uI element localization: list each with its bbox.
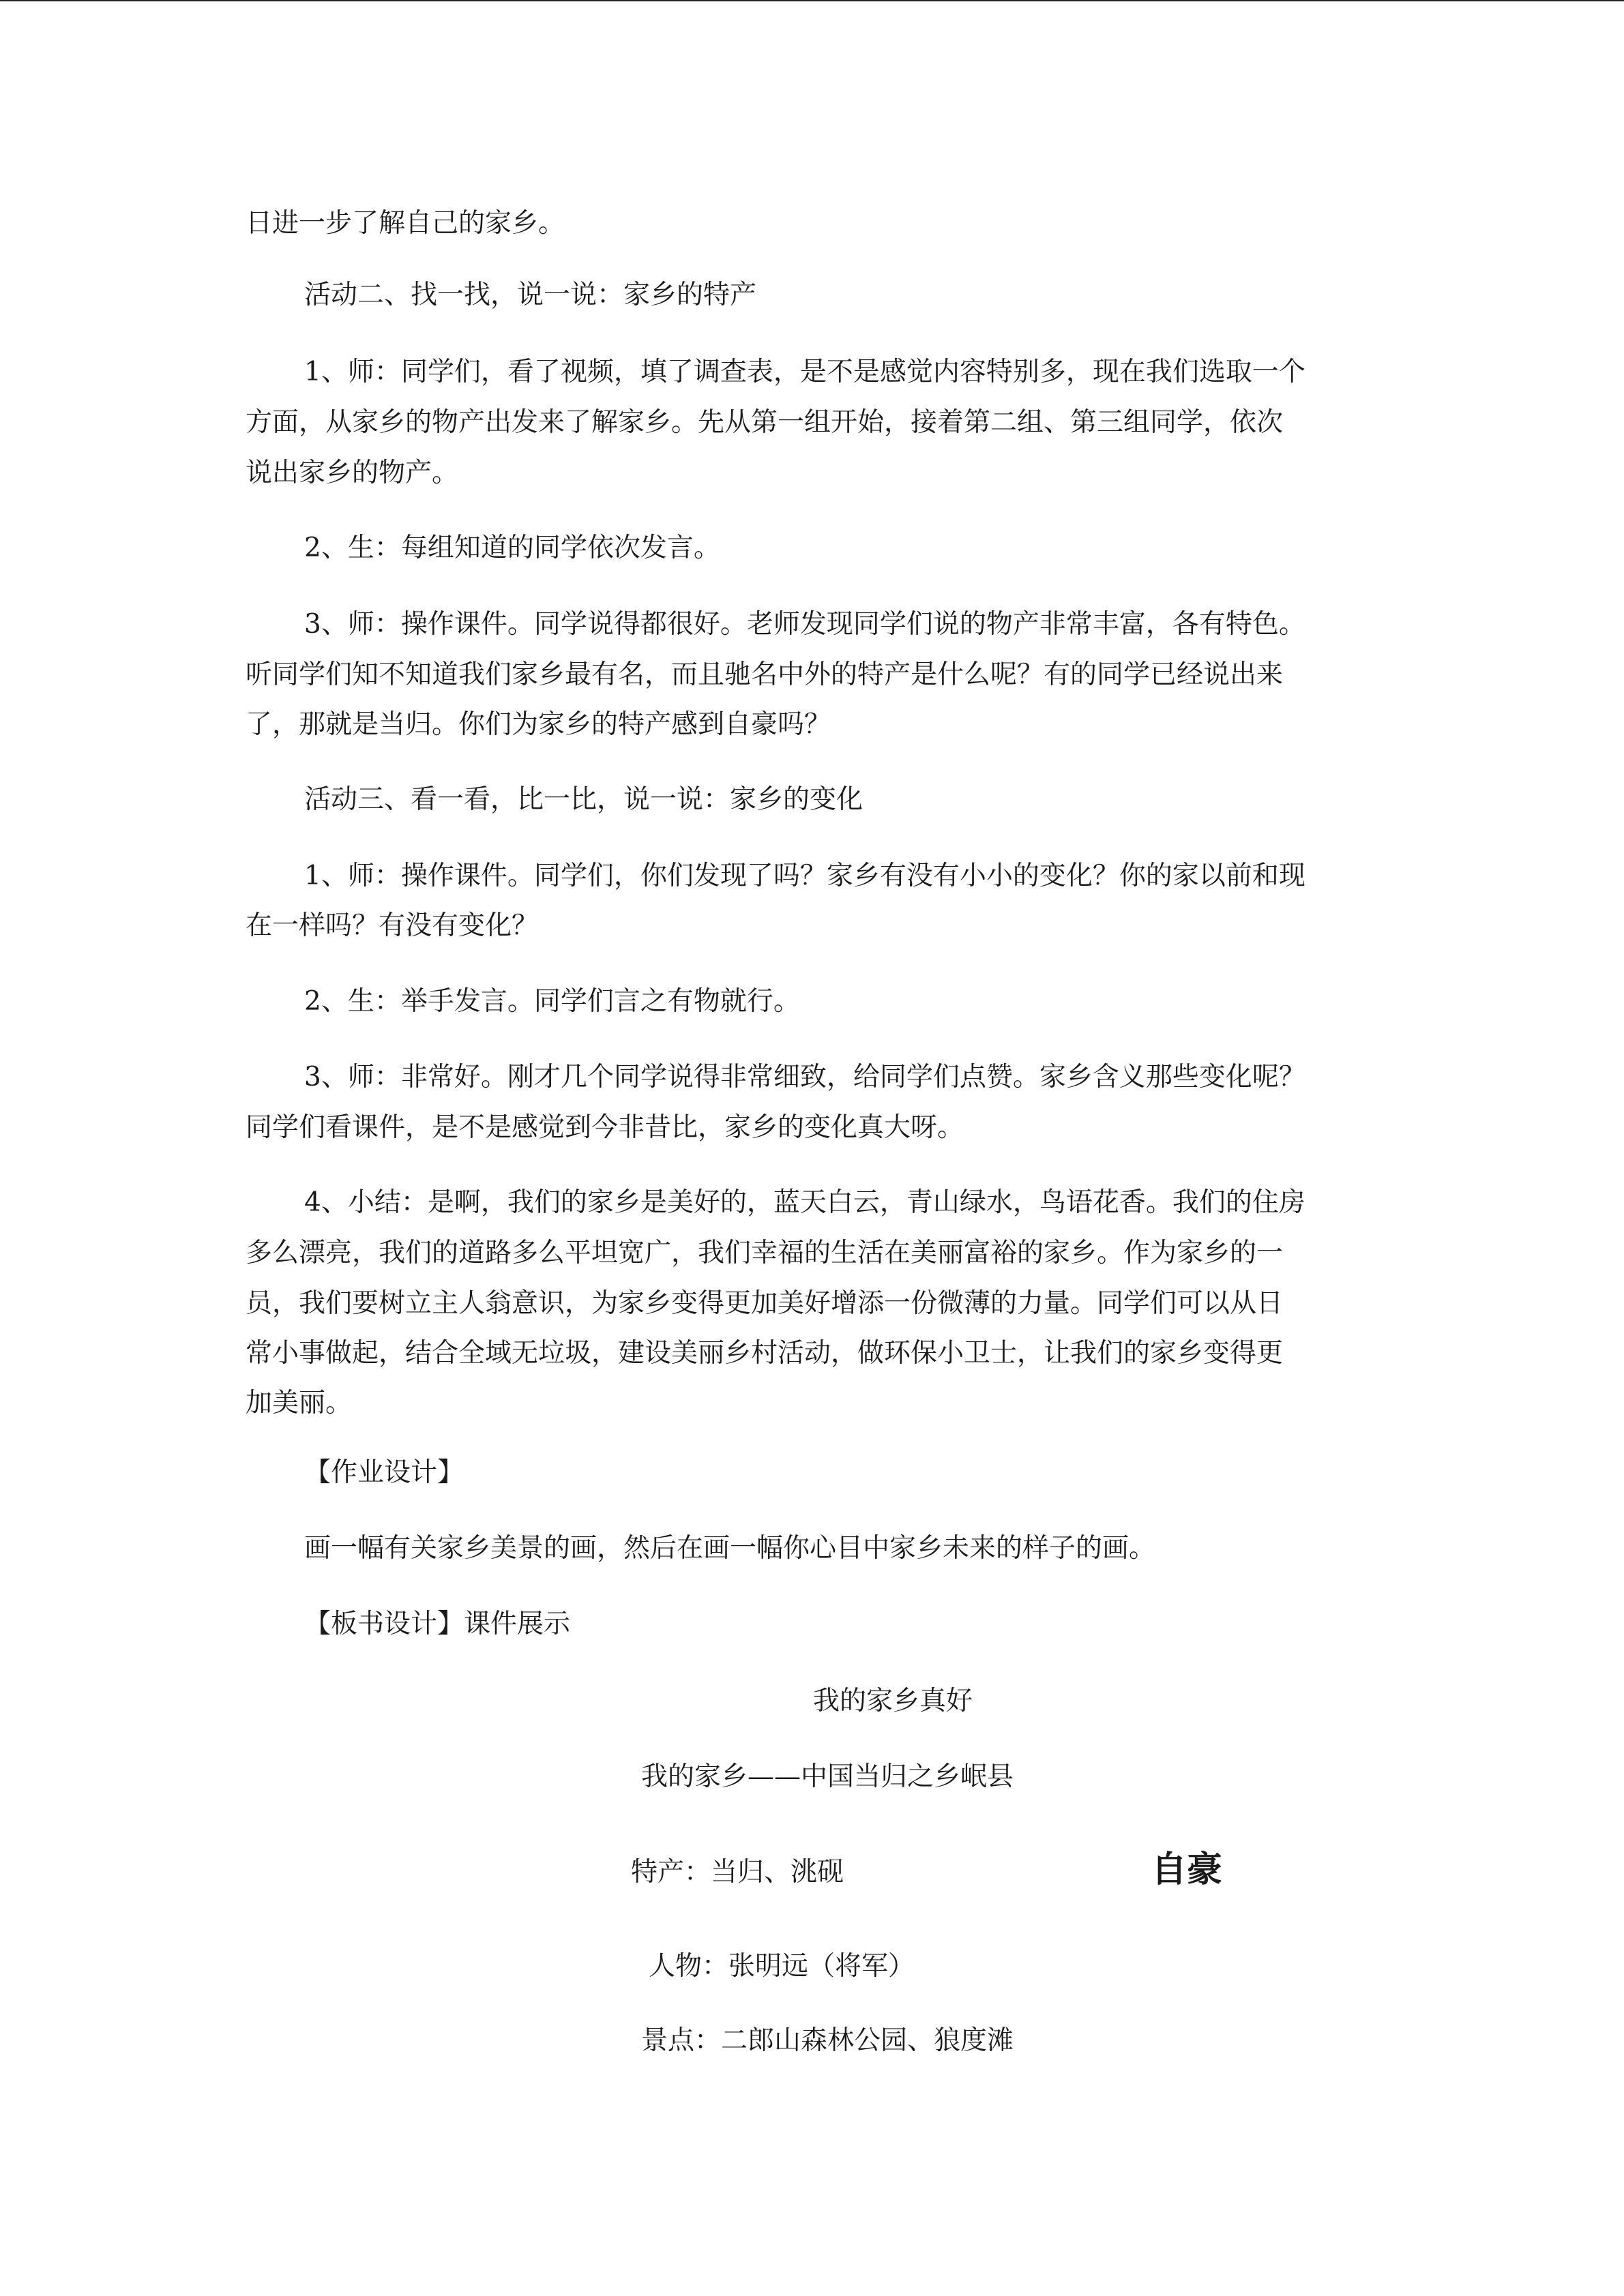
text-line: 说出家乡的物产。 [246,458,459,488]
board-person: 人物：张明远（将军） [649,1951,915,1982]
text-line: 3、师：操作课件。同学说得都很好。老师发现同学们说的物产非常丰富，各有特色。 [304,609,1305,640]
text-line: 4、小结：是啊，我们的家乡是美好的，蓝天白云，青山绿水，鸟语花香。我们的住房 [304,1187,1305,1218]
text-line: 1、师：同学们，看了视频，填了调查表，是不是感觉内容特别多，现在我们选取一个 [304,357,1305,387]
text-line: 听同学们知不知道我们家乡最有名，而且驰名中外的特产是什么呢？有的同学已经说出来 [246,659,1284,690]
board-title: 我的家乡真好 [813,1686,973,1716]
board-subtitle: 我的家乡——中国当归之乡岷县 [641,1761,1014,1792]
board-scenery: 景点：二郎山森林公园、狼度滩 [641,2025,1014,2056]
section-heading-homework: 【作业设计】 [304,1457,464,1488]
text-line: 了，那就是当归。你们为家乡的特产感到自豪吗？ [246,709,831,740]
board-specialty: 特产：当归、洮砚 [631,1857,844,1888]
board-pride: 自豪 [1151,1849,1223,1890]
text-line: 日进一步了解自己的家乡。 [246,208,565,239]
text-line: 2、生：举手发言。同学们言之有物就行。 [304,986,800,1017]
text-line: 方面，从家乡的物产出发来了解家乡。先从第一组开始，接着第二组、第三组同学，依次 [246,407,1284,438]
text-line: 在一样吗？有没有变化？ [246,910,539,941]
text-line: 1、师：操作课件。同学们，你们发现了吗？家乡有没有小小的变化？你的家以前和现 [304,861,1305,891]
section-heading-activity-three: 活动三、看一看，比一比，说一说：家乡的变化 [304,784,863,815]
text-line: 加美丽。 [246,1388,353,1418]
section-heading-activity-two: 活动二、找一找，说一说：家乡的特产 [304,280,757,310]
text-line: 3、师：非常好。刚才几个同学说得非常细致，给同学们点赞。家乡含义那些变化呢？ [304,1062,1305,1092]
page-border [0,0,1624,1]
text-line: 常小事做起，结合全域无垃圾，建设美丽乡村活动，做环保小卫士，让我们的家乡变得更 [246,1338,1284,1369]
text-line: 2、生：每组知道的同学依次发言。 [304,533,720,563]
section-heading-board-design: 【板书设计】课件展示 [304,1609,571,1639]
text-line: 画一幅有关家乡美景的画，然后在画一幅你心目中家乡未来的样子的画。 [304,1533,1156,1564]
text-line: 同学们看课件，是不是感觉到今非昔比，家乡的变化真大呀。 [246,1112,964,1143]
text-line: 员，我们要树立主人翁意识，为家乡变得更加美好增添一份微薄的力量。同学们可以从日 [246,1288,1284,1319]
text-line: 多么漂亮，我们的道路多么平坦宽广，我们幸福的生活在美丽富裕的家乡。作为家乡的一 [246,1238,1284,1268]
